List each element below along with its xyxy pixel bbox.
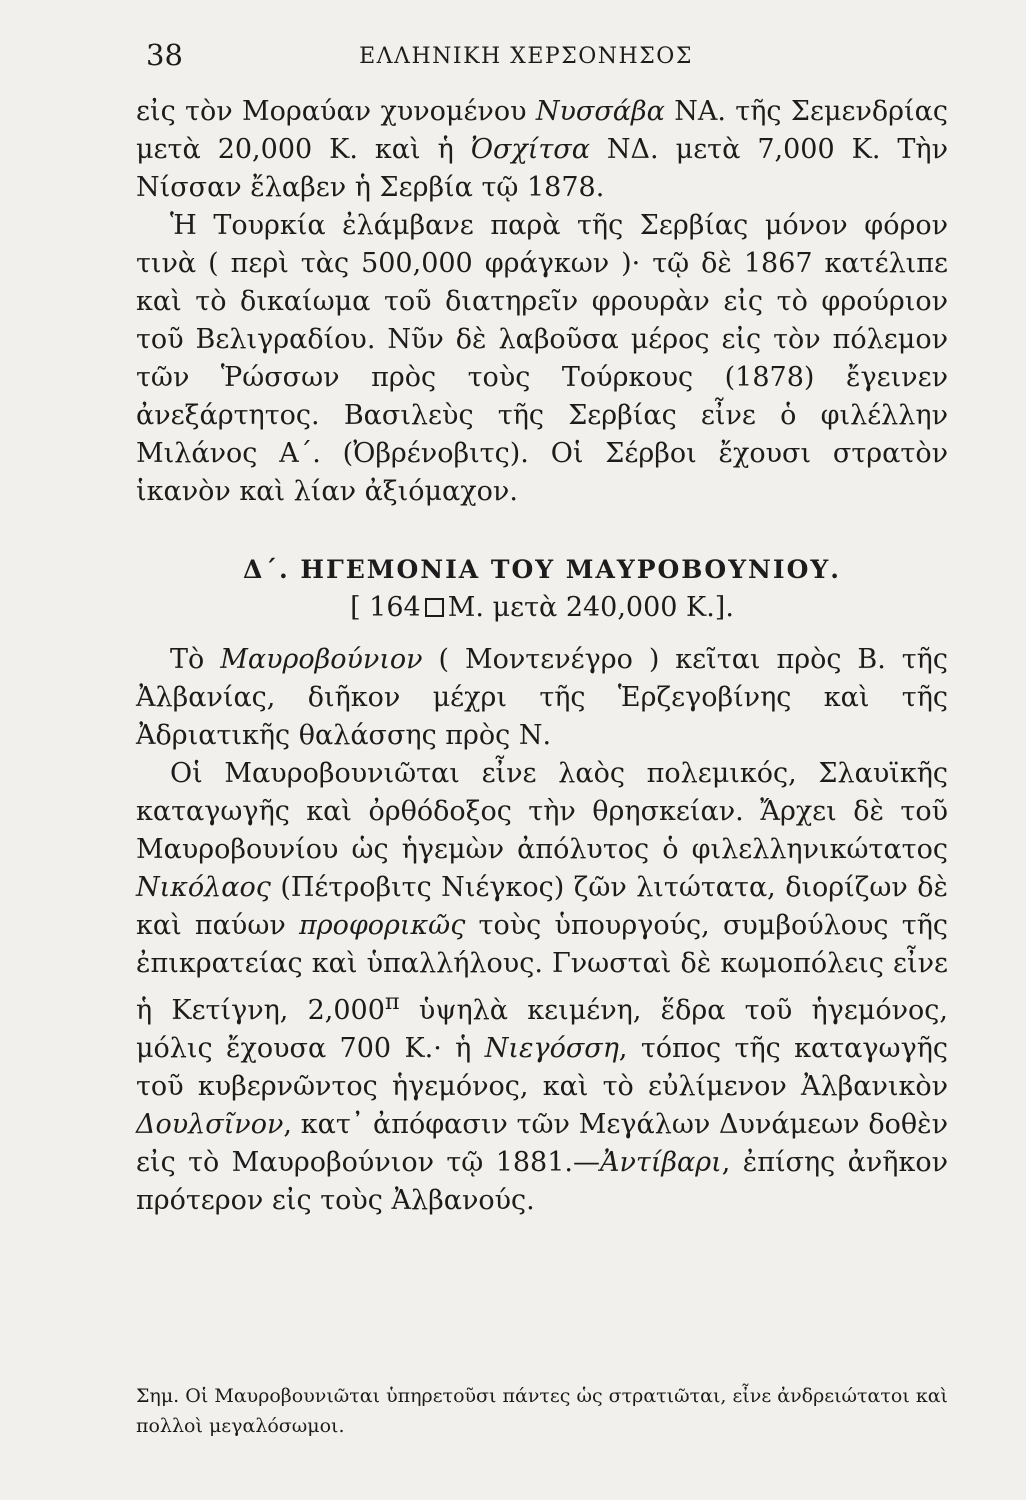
text-run: (Πέτροβιτς Νιέγκος) ζῶν λιτώτατα, διορίζων δὲ καὶ παύων: [136, 872, 948, 941]
emphasis: προφορικῶς: [298, 910, 466, 941]
place-name: Ὀσχίτσα: [470, 134, 590, 165]
person-name: Νικόλαος: [136, 872, 271, 903]
place-name: Μαυροβούνιον: [220, 644, 423, 675]
text-run: ΝΔ. μετὰ 7,000 Κ. Τὴν Νίσσαν ἔλαβεν ἡ Σερβία τῷ 1878.: [136, 134, 948, 203]
area-value: [ 164: [350, 592, 421, 623]
body-text: [136, 93, 948, 1220]
text-run: τοὺς ὑπουργούς, συμβούλους τῆς ἐπικρατείας καὶ ὑπαλλήλους. Γνωσταὶ δὲ κωμοπόλεις εἶνε ἡ Κετίγνη, 2,000: [136, 910, 948, 1026]
place-name: Νιεγόσση: [484, 1033, 619, 1064]
text-run: Τὸ: [170, 644, 221, 675]
population-value: Μ. μετὰ 240,000 Κ.].: [447, 592, 734, 623]
unit-superscript: π: [384, 989, 400, 1015]
section-area: [136, 589, 948, 627]
paragraph-serbia-cities: [136, 93, 948, 207]
text-run: , ἐπίσης ἀνῆκον πρότερον εἰς τοὺς Ἀλβανούς.: [136, 1147, 948, 1216]
text-run: ΝΑ. τῆς Σεμενδρίας μετὰ 20,000 Κ. καὶ ἡ: [136, 96, 948, 165]
section-title: Δ΄. ΗΓΕΜΟΝΙΑ ΤΟΥ ΜΑΥΡΟΒΟΥΝΙΟΥ.: [243, 555, 841, 584]
text-run: ὑψηλὰ κειμένη, ἕδρα τοῦ ἡγεμόνος, μόλις ἔχουσα 700 Κ.· ἡ: [136, 995, 948, 1064]
text-run: Οἱ Μαυροβουνιῶται εἶνε λαὸς πολεμικός, Σλαυϊκῆς καταγωγῆς καὶ ὀρθόδοξος τὴν θρησκείαν. Ἄρχει δὲ τοῦ Μαυροβουνίου ὡς ἡγεμὼν ἀπόλυτος ὁ φιλελληνικώτατος: [136, 758, 948, 865]
text-run: , τόπος τῆς καταγωγῆς τοῦ κυβερνῶντος ἡγεμόνος, καὶ τὸ εὐλίμενον Ἀλβανικὸν: [136, 1033, 948, 1102]
paragraph-montenegrins: [136, 755, 948, 1220]
page-number: 38: [146, 38, 183, 72]
paragraph-montenegro-location: [136, 641, 948, 755]
text-run: ( Μοντενέγρο ) κεῖται πρὸς Β. τῆς Ἀλβανίας, διῆκον μέχρι τῆς Ἑρζεγοβίνης καὶ τῆς Ἀδριατικῆς θαλάσσης πρὸς Ν.: [136, 644, 948, 751]
text-run: , κατ᾽ ἀπόφασιν τῶν Μεγάλων Δυνάμεων δοθὲν εἰς τὸ Μαυροβούνιον τῷ 1881.—: [136, 1109, 948, 1178]
place-name: Νυσσάβα: [535, 96, 665, 127]
text-run: εἰς τὸν Μοραύαν χυνομένου: [136, 96, 536, 127]
place-name: Δουλσῖνον: [136, 1109, 284, 1140]
place-name: Ἀντίβαρι: [600, 1147, 722, 1178]
paragraph-serbia-history: Ἡ Τουρκία ἐλάμβανε παρὰ τῆς Σερβίας μόνον φόρον τινὰ ( περὶ τὰς 500,000 φράγκων )· τῷ δὲ 1867 κατέλιπε καὶ τὸ δικαίωμα τοῦ διατηρεῖν φρουρὰν εἰς τὸ φρούριον τοῦ Βελιγραδίου. Νῦν δὲ λαβοῦσα μέρος εἰς τὸν πόλεμον τῶν Ῥώσσων πρὸς τοὺς Τούρκους (1878) ἔγεινεν ἀνεξάρτητος. Βασιλεὺς τῆς Σερβίας εἶνε ὁ φιλέλλην Μιλάνος Α΄. (Ὀβρένοβιτς). Οἱ Σέρβοι ἔχουσι στρατὸν ἱκανὸν καὶ λίαν ἀξιόμαχον.: [136, 210, 948, 507]
page-header: [146, 38, 906, 82]
footnote: Σημ. Οἱ Μαυροβουνιῶται ὑπηρετοῦσι πάντες ὡς στρατιῶται, εἶνε ἀνδρειώτατοι καὶ πολλοὶ μεγαλόσωμοι.: [136, 1385, 948, 1437]
square-symbol-icon: [425, 598, 444, 617]
running-title: ΕΛΛΗΝΙΚΗ ΧΕΡΣΟΝΗΣΟΣ: [359, 44, 693, 69]
